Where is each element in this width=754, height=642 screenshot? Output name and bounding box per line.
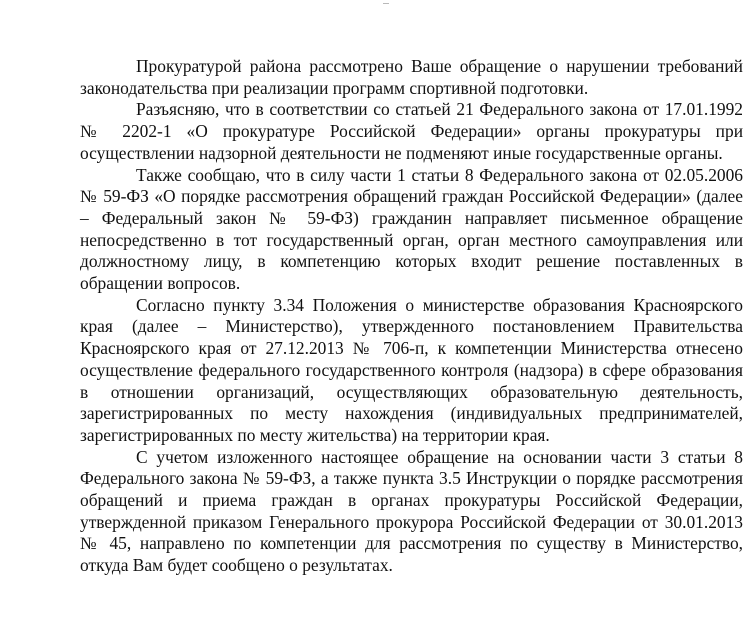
paragraph-redirection: С учетом изложенного настоящее обращение на основании части 3 статьи 8 Федерального закона № 59-ФЗ, а также пункта 3.5 Инструкции о порядке рассмотрения обращений и приема граждан в органах прокуратуры Российской Федерации, утвержденной приказом Генерального прокурора Российской Федерации от 30.01.2013 № 45, направлено по компетенции для рассмотрения по существу в Министерство, откуда Вам будет сообщено о результатах. (80, 446, 743, 576)
letter-body (80, 56, 743, 577)
paragraph-review-notice: Прокуратурой района рассмотрено Ваше обращение о нарушении требований законодательства при реализации программ спортивной подготовки. (80, 56, 743, 98)
scan-mark (383, 3, 389, 4)
paragraph-prosecutor-law: Разъясняю, что в соответствии со статьей 21 Федерального закона от 17.01.1992 № 2202-1 «О прокуратуре Российской Федерации» органы прокуратуры при осуществлении надзорной деятельности не подменяют иные государственные органы. (80, 99, 743, 163)
paragraph-appeals-law: Также сообщаю, что в силу части 1 статьи 8 Федерального закона от 02.05.2006 № 59-ФЗ «О порядке рассмотрения обращений граждан Российской Федерации» (далее – Федеральный закон № 59-ФЗ) гражданин направляет письменное обращение непосредственно в тот государственный орган, орган местного самоуправления или должностному лицу, в компетенцию которых входит решение поставленных в обращении вопросов. (80, 164, 743, 294)
paragraph-ministry-competence: Согласно пункту 3.34 Положения о министерстве образования Красноярского края (далее – Министерство), утвержденного постановлением Правительства Красноярского края от 27.12.2013 № 706-п, к компетенции Министерства отнесено осуществление федерального государственного контроля (надзора) в сфере образования в отношении организаций, осуществляющих образовательную деятельность, зарегистрированных по месту нахождения (индивидуальных предпринимателей, зарегистрированных по месту жительства) на территории края. (80, 294, 743, 445)
